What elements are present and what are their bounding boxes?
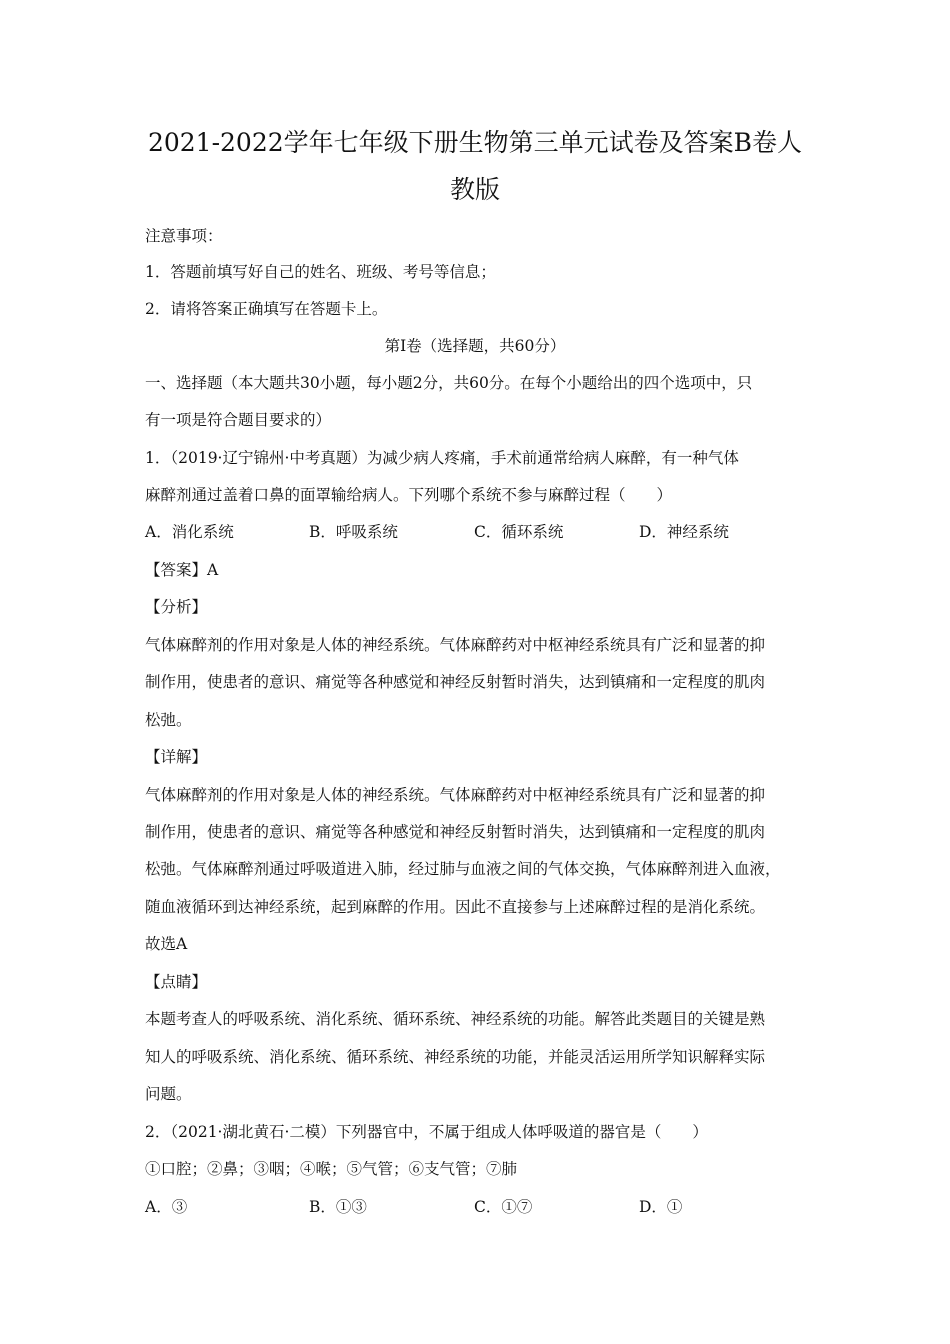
question-1-analysis-label: 【分析】 — [145, 598, 208, 616]
question-1-detail-line-3: 松弛。气体麻醉剂通过呼吸道进入肺，经过肺与血液之间的气体交换，气体麻醉剂进入血液， — [145, 860, 781, 878]
notice-heading: 注意事项： — [145, 227, 223, 245]
question-2-option-d: D．① — [639, 1198, 683, 1216]
question-1-detail-label: 【详解】 — [145, 748, 208, 766]
notice-item-2: 2．请将答案正确填写在答题卡上。 — [145, 300, 388, 318]
question-1-comment-line-3: 问题。 — [145, 1085, 192, 1103]
question-2-items: ①口腔；②鼻；③咽；④喉；⑤气管；⑥支气管；⑦肺 — [145, 1160, 518, 1178]
question-2-option-a: A．③ — [145, 1198, 188, 1216]
question-1-detail-line-4: 随血液循环到达神经系统，起到麻醉的作用。因此不直接参与上述麻醉过程的是消化系统。 — [145, 898, 766, 916]
section-instruction-line-1: 一、选择题（本大题共30小题，每小题2分，共60分。在每个小题给出的四个选项中，只 — [145, 374, 753, 392]
question-1-detail-line-5: 故选A — [145, 935, 188, 953]
question-2-option-b: B．①③ — [309, 1198, 367, 1216]
question-1-option-b: B．呼吸系统 — [309, 523, 398, 541]
question-1-option-a: A．消化系统 — [145, 523, 234, 541]
section-instruction-line-2: 有一项是符合题目要求的） — [145, 411, 332, 429]
question-2-option-c: C．①⑦ — [474, 1198, 533, 1216]
question-1-stem-line-2: 麻醉剂通过盖着口鼻的面罩输给病人。下列哪个系统不参与麻醉过程（ ） — [145, 486, 673, 504]
question-1-answer: 【答案】A — [145, 561, 219, 579]
notice-item-1: 1．答题前填写好自己的姓名、班级、考号等信息； — [145, 263, 496, 281]
document-title-line-1: 2021-2022学年七年级下册生物第三单元试卷及答案B卷人 — [147, 128, 803, 157]
question-1-comment-line-2: 知人的呼吸系统、消化系统、循环系统、神经系统的功能，并能灵活运用所学知识解释实际 — [145, 1048, 766, 1066]
question-1-analysis-line-1: 气体麻醉剂的作用对象是人体的神经系统。气体麻醉药对中枢神经系统具有广泛和显著的抑 — [145, 636, 766, 654]
question-1-comment-label: 【点睛】 — [145, 973, 208, 991]
question-2-stem: 2．（2021·湖北黄石·二模）下列器官中，不属于组成人体呼吸道的器官是（ ） — [145, 1123, 708, 1141]
question-1-analysis-line-3: 松弛。 — [145, 711, 192, 729]
question-1-detail-line-1: 气体麻醉剂的作用对象是人体的神经系统。气体麻醉药对中枢神经系统具有广泛和显著的抑 — [145, 786, 766, 804]
question-1-option-c: C．循环系统 — [474, 523, 564, 541]
section-heading: 第I卷（选择题，共60分） — [384, 337, 566, 355]
question-1-stem-line-1: 1．（2019·辽宁锦州·中考真题）为减少病人疼痛，手术前通常给病人麻醉，有一种气体 — [145, 449, 739, 467]
question-1-detail-line-2: 制作用，使患者的意识、痛觉等各种感觉和神经反射暂时消失，达到镇痛和一定程度的肌肉 — [145, 823, 766, 841]
question-1-option-d: D．神经系统 — [639, 523, 729, 541]
document-title-line-2: 教版 — [449, 175, 500, 204]
question-1-comment-line-1: 本题考查人的呼吸系统、消化系统、循环系统、神经系统的功能。解答此类题目的关键是熟 — [145, 1010, 766, 1028]
question-1-analysis-line-2: 制作用，使患者的意识、痛觉等各种感觉和神经反射暂时消失，达到镇痛和一定程度的肌肉 — [145, 673, 766, 691]
